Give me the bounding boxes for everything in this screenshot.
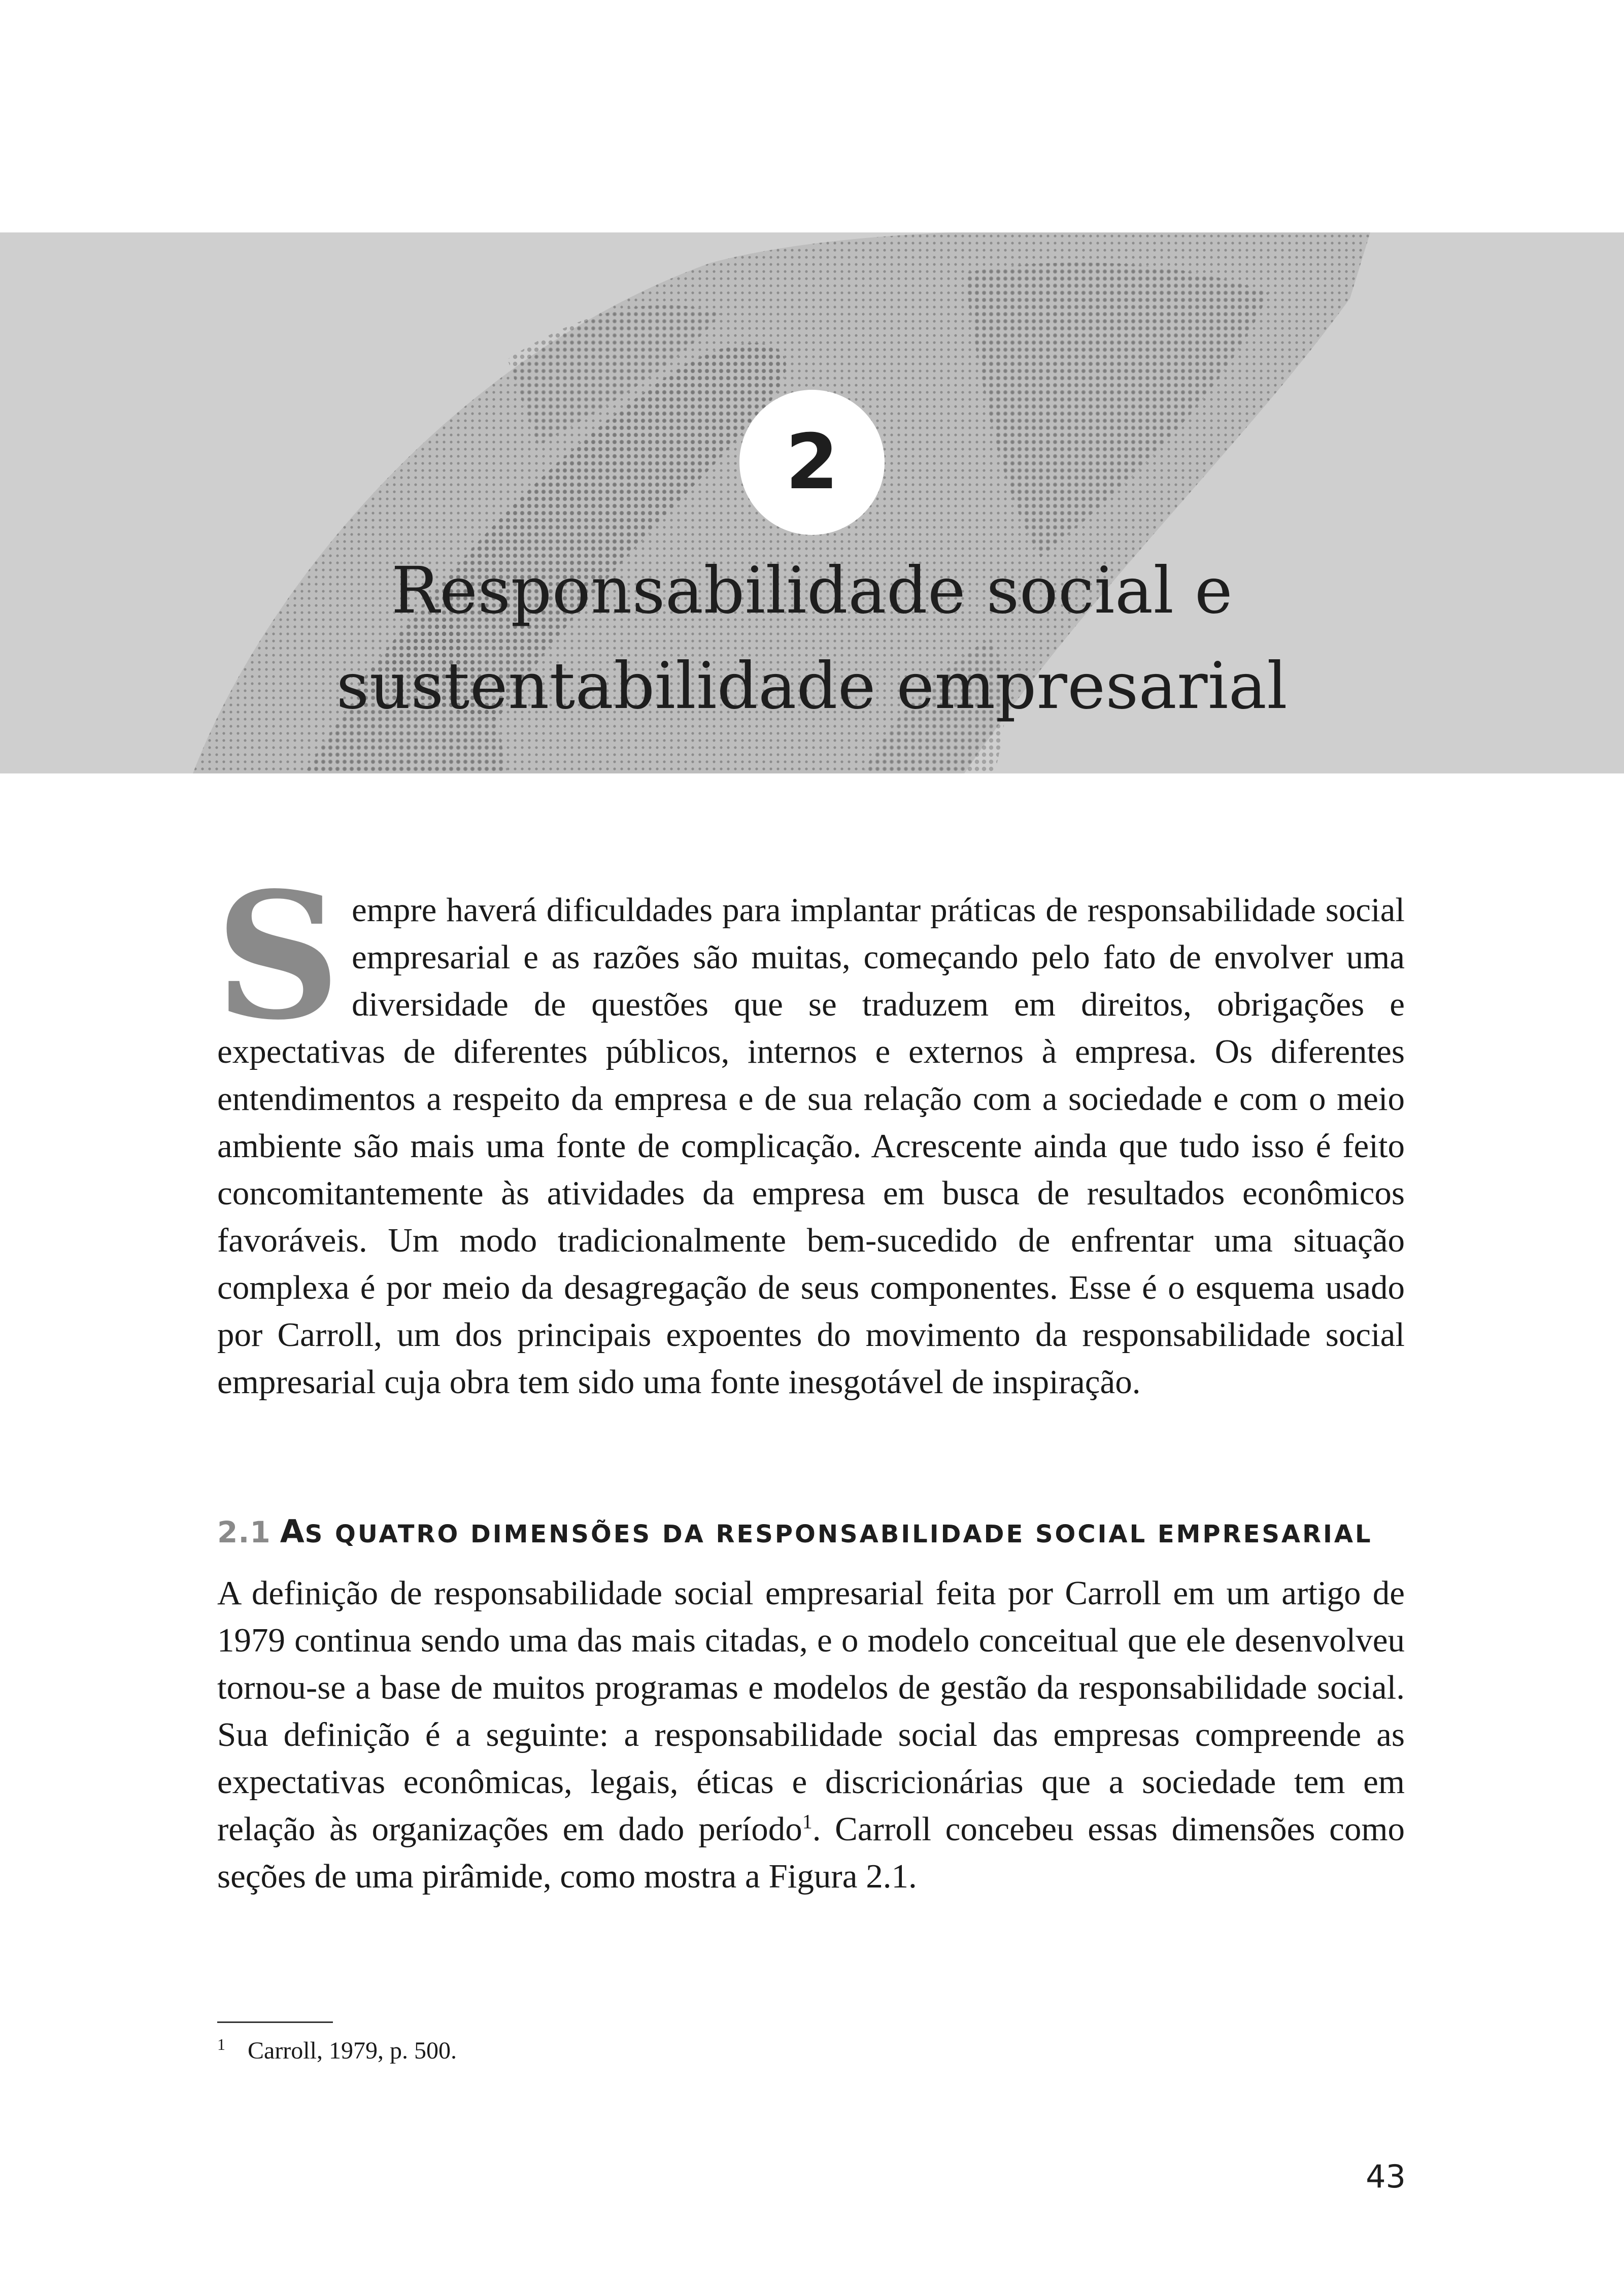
section-paragraph-text-end: . Carroll concebeu essas dimensões como seções de uma pirâmide, como mostra a Figura 2.1. xyxy=(217,1810,1405,1895)
section-paragraph-text: A definição de responsabilidade social empresarial feita por Carroll em um artigo de 1979 continua sendo uma das mais citadas, e o modelo conceitual que ele desenvolveu tornou-se a base de muitos programas e modelos de gestão da responsabilidade social. Sua definição é a seguinte: a responsabilidade social das empresas compreende as expectativas econômicas, legais, éticas e discricionárias que a sociedade tem em relação às organizações em dado período xyxy=(217,1574,1405,1848)
footnote-text: Carroll, 1979, p. 500. xyxy=(248,2037,457,2064)
section-title-initial: A xyxy=(280,1513,305,1550)
chapter-title xyxy=(0,543,1624,734)
chapter-number-badge xyxy=(739,390,885,535)
intro-paragraph xyxy=(215,854,1405,1406)
drop-cap: S xyxy=(215,854,341,1058)
chapter-title-line-1: Responsabilidade social e xyxy=(391,553,1233,628)
section-paragraph xyxy=(217,1570,1405,1900)
chapter-title-line-2: sustentabilidade empresarial xyxy=(336,649,1288,723)
footnote-mark: 1 xyxy=(217,2035,225,2053)
chapter-number: 2 xyxy=(785,418,839,507)
intro-text: empre haverá dificuldades para implantar práticas de responsabilidade social empresarial e as razões são muitas, começando pelo fato de envolver uma diversidade de questões que se traduzem em direitos, obrigações e expectativas de diferentes públicos, internos e externos à empresa. Os diferentes entendimentos a respeito da empresa e de sua relação com a sociedade e com o meio ambiente são mais uma fonte de complicação. Acrescente ainda que tudo isso é feito concomitantemente às atividades da empresa em busca de resultados econômicos favoráveis. Um modo tradicionalmente bem-sucedido de enfrentar uma situação complexa é por meio da desagregação de seus componentes. Esse é o esquema usado por Carroll, um dos principais expoentes do movimento da responsabilidade social empresarial cuja obra tem sido uma fonte inesgotável de inspiração. xyxy=(217,891,1405,1401)
section-number: 2.1 xyxy=(217,1515,271,1549)
section-title-rest: S QUATRO DIMENSÕES DA RESPONSABILIDADE SOCIAL EMPRESARIAL xyxy=(304,1520,1373,1548)
footnote-reference[interactable]: 1 xyxy=(802,1810,813,1833)
footnote-divider xyxy=(217,2021,333,2023)
footnote xyxy=(217,2033,457,2069)
section-heading xyxy=(217,1511,1415,1555)
page-number: 43 xyxy=(1366,2158,1406,2195)
